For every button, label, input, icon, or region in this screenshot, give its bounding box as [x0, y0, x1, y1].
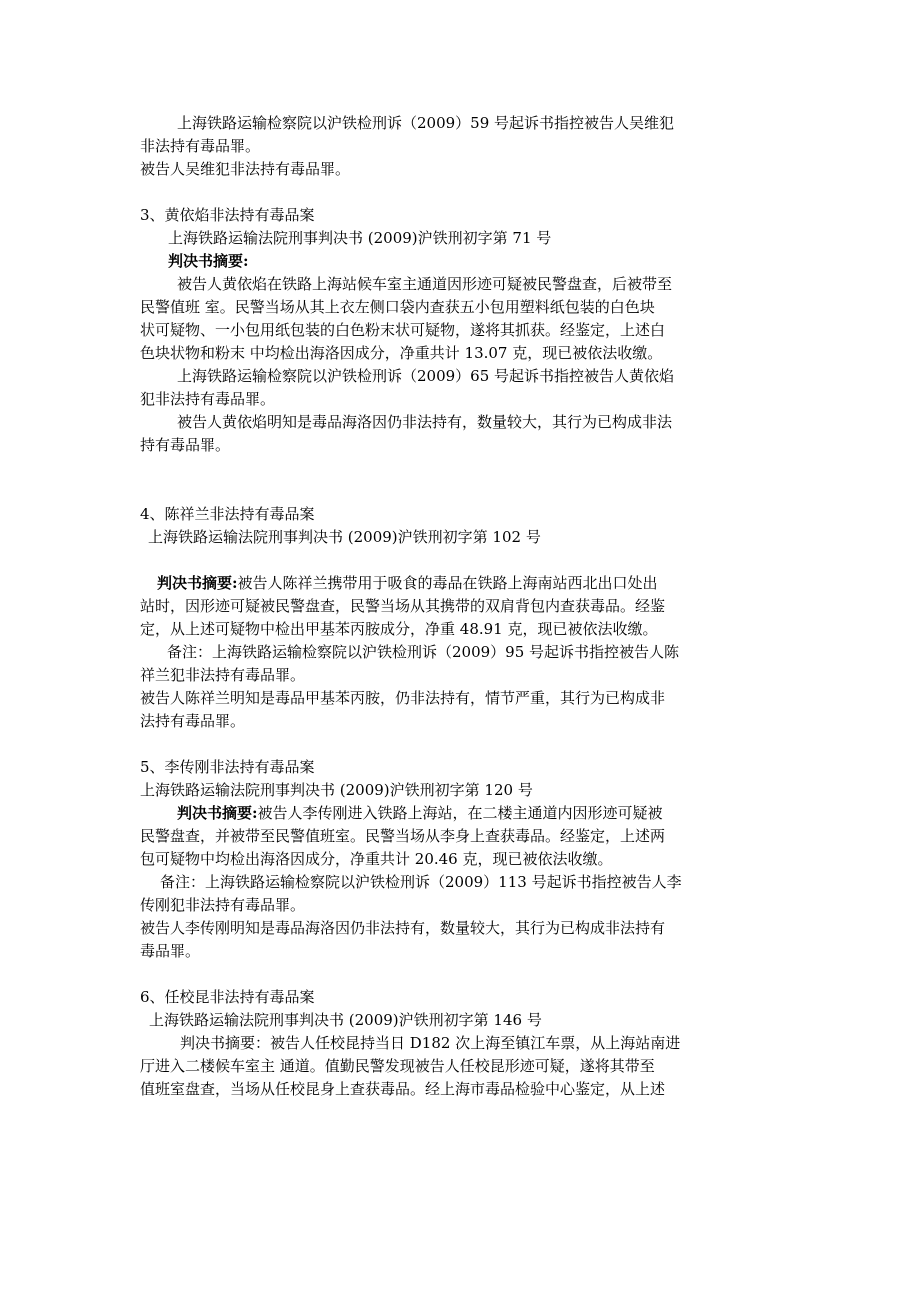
paragraph-line: 毒品罪。 — [140, 942, 201, 960]
summary-text: 被告人陈祥兰携带用于吸食的毒品在铁路上海南站西北出口处出 — [237, 574, 658, 592]
judgment-reference: 上海铁路运输法院刑事判决书 (2009)沪铁刑初字第 120 号 — [140, 781, 533, 799]
case-heading: 4、陈祥兰非法持有毒品案 — [140, 505, 315, 523]
spacer — [140, 549, 785, 572]
paragraph-line — [140, 572, 785, 595]
paragraph-line: 被告人李传刚明知是毒品海洛因仍非法持有，数量较大，其行为已构成非法持有 — [140, 919, 666, 937]
paragraph-line: 传刚犯非法持有毒品罪。 — [140, 896, 306, 914]
summary-label: 判决书摘要: — [168, 252, 249, 270]
paragraph-line: 持有毒品罪。 — [140, 436, 231, 454]
summary-label: 判决书摘要: — [157, 574, 238, 592]
judgment-reference: 上海铁路运输法院刑事判决书 (2009)沪铁刑初字第 102 号 — [148, 528, 541, 546]
case-heading: 6、任校昆非法持有毒品案 — [140, 988, 315, 1006]
spacer — [140, 963, 785, 986]
paragraph-line: 包可疑物中均检出海洛因成分，净重共计 20.46 克，现已被依法收缴。 — [140, 850, 613, 868]
document-page — [140, 112, 785, 1101]
paragraph-line: 定，从上述可疑物中检出甲基苯丙胺成分，净重 48.91 克，现已被依法收缴。 — [140, 620, 658, 638]
paragraph-line: 祥兰犯非法持有毒品罪。 — [140, 666, 306, 684]
paragraph-line: 民警值班 室。民警当场从其上衣左侧口袋内查获五小包用塑料纸包装的白色块 — [140, 298, 655, 316]
paragraph-line: 上海铁路运输检察院以沪铁检刑诉（2009）65 号起诉书指控被告人黄依焰 — [177, 367, 675, 385]
summary-label: 判决书摘要: — [177, 804, 258, 822]
paragraph-line: 备注：上海铁路运输检察院以沪铁检刑诉（2009）113 号起诉书指控被告人李 — [160, 873, 682, 891]
paragraph-line: 判决书摘要：被告人任校昆持当日 D182 次上海至镇江车票，从上海站南进 — [180, 1034, 681, 1052]
case-heading: 3、黄依焰非法持有毒品案 — [140, 206, 315, 224]
paragraph-line: 备注：上海铁路运输检察院以沪铁检刑诉（2009）95 号起诉书指控被告人陈 — [167, 643, 680, 661]
paragraph-line: 厅进入二楼候车室主 通道。值勤民警发现被告人任校昆形迹可疑，遂将其带至 — [140, 1057, 655, 1075]
spacer — [140, 181, 785, 204]
paragraph-line: 犯非法持有毒品罪。 — [140, 390, 276, 408]
summary-text: 被告人李传刚进入铁路上海站，在二楼主通道内因形迹可疑被 — [257, 804, 663, 822]
spacer — [140, 457, 785, 503]
spacer — [140, 733, 785, 756]
paragraph-line: 站时，因形迹可疑被民警盘查，民警当场从其携带的双肩背包内查获毒品。经鉴 — [140, 597, 666, 615]
paragraph-line: 被告人陈祥兰明知是毒品甲基苯丙胺，仍非法持有，情节严重，其行为已构成非 — [140, 689, 666, 707]
judgment-reference: 上海铁路运输法院刑事判决书 (2009)沪铁刑初字第 71 号 — [168, 229, 552, 247]
case-heading: 5、李传刚非法持有毒品案 — [140, 758, 315, 776]
paragraph-line: 色块状物和粉末 中均检出海洛因成分，净重共计 13.07 克，现已被依法收缴。 — [140, 344, 663, 362]
paragraph-line: 上海铁路运输检察院以沪铁检刑诉（2009）59 号起诉书指控被告人吴维犯 — [177, 114, 675, 132]
paragraph-line — [140, 802, 785, 825]
judgment-reference: 上海铁路运输法院刑事判决书 (2009)沪铁刑初字第 146 号 — [149, 1011, 542, 1029]
paragraph-line: 民警盘查，并被带至民警值班室。民警当场从李身上查获毒品。经鉴定，上述两 — [140, 827, 666, 845]
paragraph-line: 被告人吴维犯非法持有毒品罪。 — [140, 160, 351, 178]
paragraph-line: 状可疑物、一小包用纸包装的白色粉末状可疑物，遂将其抓获。经鉴定，上述白 — [140, 321, 666, 339]
paragraph-line: 值班室盘查，当场从任校昆身上查获毒品。经上海市毒品检验中心鉴定，从上述 — [140, 1080, 666, 1098]
paragraph-line: 非法持有毒品罪。 — [140, 137, 261, 155]
paragraph-line: 法持有毒品罪。 — [140, 712, 246, 730]
paragraph-line: 被告人黄依焰明知是毒品海洛因仍非法持有，数量较大，其行为已构成非法 — [177, 413, 673, 431]
paragraph-line: 被告人黄依焰在铁路上海站候车室主通道因形迹可疑被民警盘查，后被带至 — [177, 275, 673, 293]
